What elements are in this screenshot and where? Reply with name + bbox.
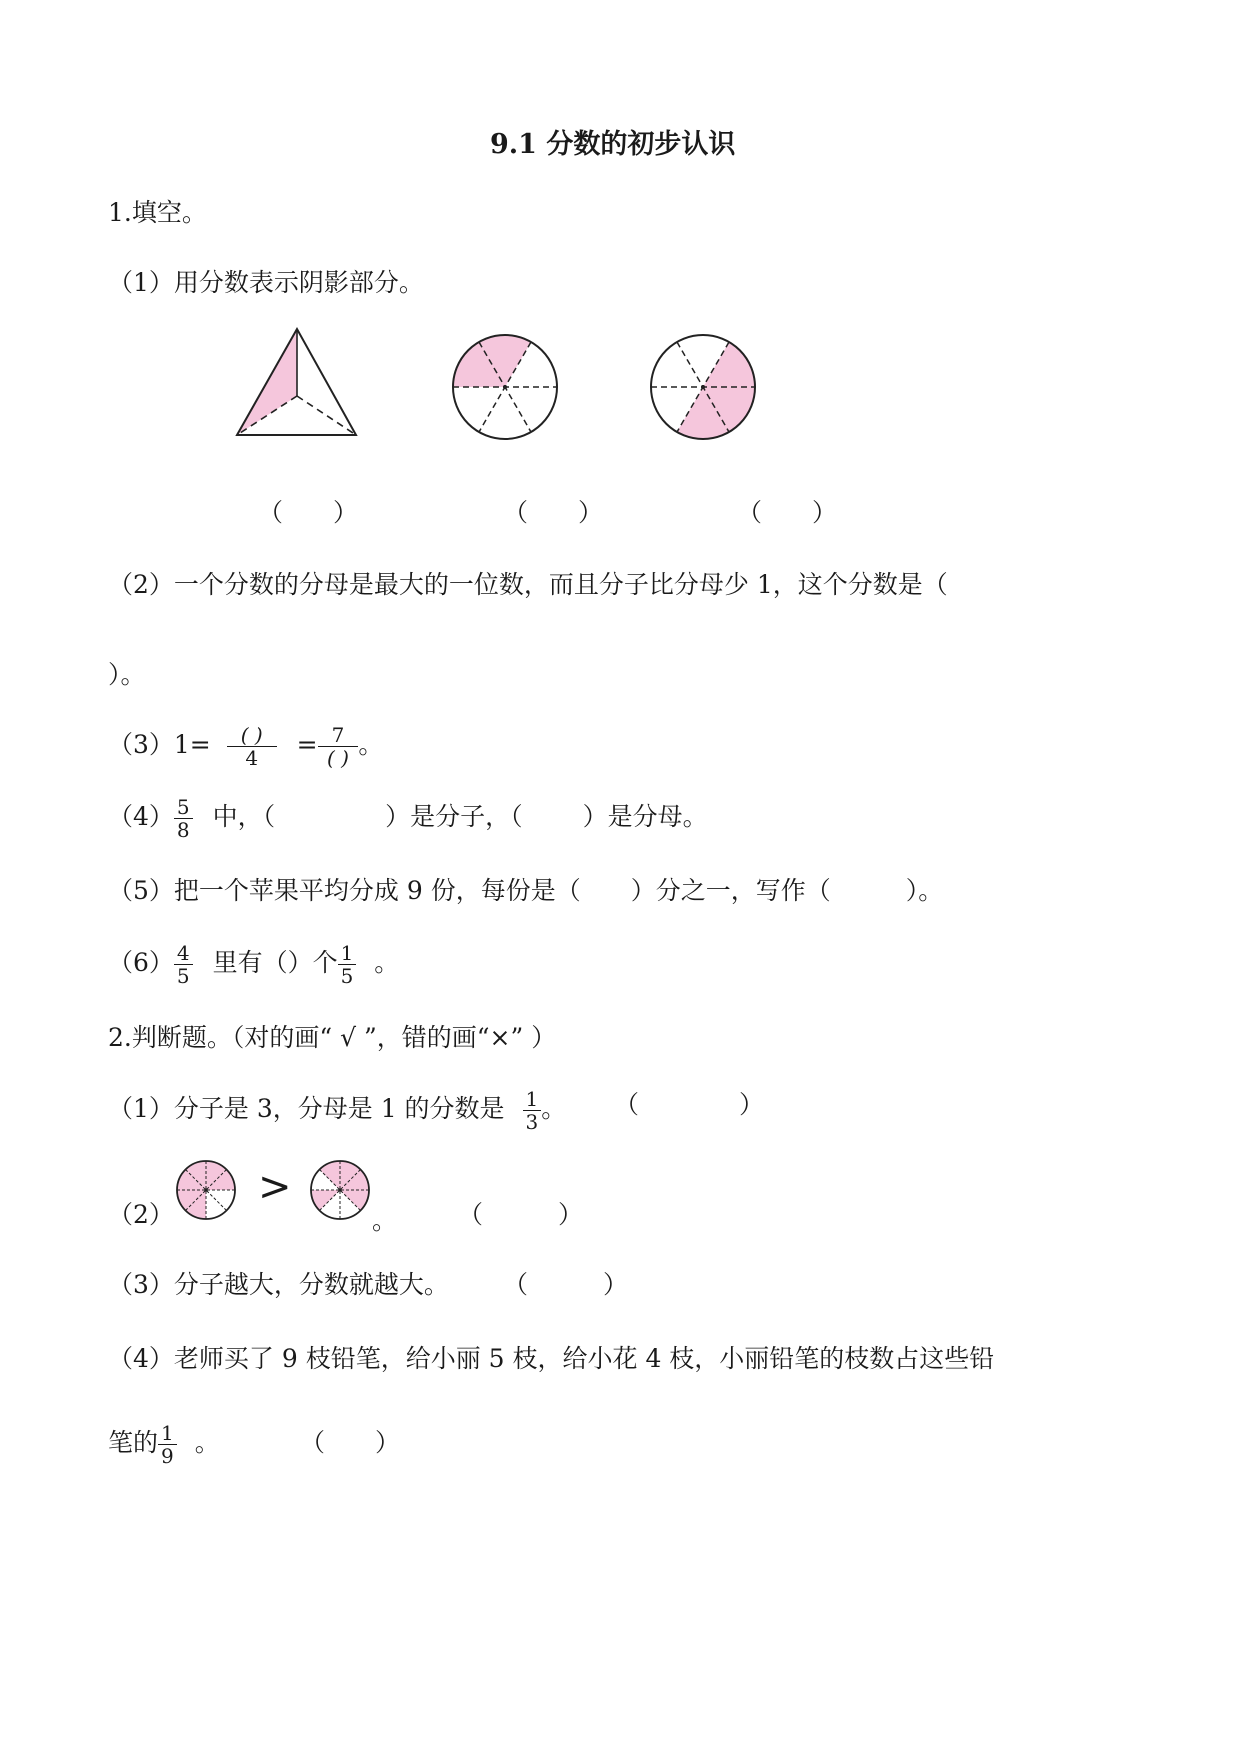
triangle-figure bbox=[234, 326, 364, 441]
q6 bbox=[108, 942, 399, 987]
q1-answer-1[interactable]: （ ） bbox=[258, 498, 359, 527]
s2-q1-suffix: 。 bbox=[541, 1094, 567, 1123]
s2-q2-answer[interactable]: （ ） bbox=[458, 1200, 584, 1229]
s2-q2-compare-sign: > bbox=[258, 1164, 292, 1210]
s2-q4-line2-prefix: 笔的 bbox=[108, 1428, 159, 1457]
q4-text3: ）是分母。 bbox=[582, 802, 708, 831]
q4-frac-num: 5 bbox=[174, 796, 193, 819]
q4-frac-den: 8 bbox=[176, 818, 190, 842]
s2-q3-text: （3）分子越大，分数就越大。 bbox=[108, 1270, 449, 1299]
circle-figure-2 bbox=[450, 332, 560, 442]
s2-q1-fraction bbox=[523, 1088, 542, 1133]
s2-q1 bbox=[108, 1088, 566, 1133]
q3-fraction-1[interactable] bbox=[227, 724, 277, 769]
s2-q1-answer[interactable]: （ ） bbox=[614, 1090, 765, 1119]
q2-line2: ）。 bbox=[108, 660, 146, 689]
q1-label: （1）用分数表示阴影部分。 bbox=[108, 268, 424, 297]
q4 bbox=[108, 796, 708, 841]
q3-suffix: 。 bbox=[358, 730, 384, 759]
q4-fraction bbox=[174, 796, 193, 841]
page-title: 9.1 分数的初步认识 bbox=[490, 129, 736, 160]
s2-q4-line1: （4）老师买了 9 枝铅笔，给小丽 5 枝，给小花 4 枝，小丽铅笔的枝数占这些铅 bbox=[108, 1344, 995, 1373]
s2-q2-prefix: （2） bbox=[108, 1200, 174, 1229]
q6-frac1-den: 5 bbox=[176, 964, 190, 988]
q4-text1: 中，（ bbox=[212, 802, 276, 831]
q6-mid: 里有（）个 bbox=[212, 948, 338, 977]
q3-fraction-2[interactable] bbox=[318, 724, 359, 769]
s2-q4-answer[interactable]: （ ） bbox=[300, 1428, 401, 1457]
s2-q3-answer[interactable]: （ ） bbox=[503, 1270, 629, 1299]
s2-q4-frac-den: 9 bbox=[161, 1444, 174, 1468]
q6-fraction-2 bbox=[338, 942, 357, 987]
q1-answer-3[interactable]: （ ） bbox=[737, 498, 838, 527]
q6-frac2-num: 1 bbox=[338, 942, 357, 965]
s2-q4-frac-num: 1 bbox=[158, 1422, 177, 1445]
circle-figure-3 bbox=[648, 332, 758, 442]
q6-frac2-den: 5 bbox=[340, 964, 354, 988]
q2-line1: （2）一个分数的分母是最大的一位数，而且分子比分母少 1，这个分数是（ bbox=[108, 570, 948, 599]
q5: （5）把一个苹果平均分成 9 份，每份是（ ）分之一，写作（ ）。 bbox=[108, 876, 944, 905]
s2-q4-line2-suffix: 。 bbox=[194, 1428, 220, 1457]
s2-q1-text: （1）分子是 3，分母是 1 的分数是 bbox=[108, 1094, 505, 1123]
q6-frac1-num: 4 bbox=[174, 942, 193, 965]
q3 bbox=[108, 724, 383, 769]
s2-q1-frac-num: 1 bbox=[523, 1088, 542, 1111]
s2-q2-circle-right bbox=[308, 1158, 372, 1222]
s2-q2-suffix: 。 bbox=[372, 1206, 398, 1235]
circle3-shaded-part bbox=[677, 342, 755, 439]
q6-prefix: （6） bbox=[108, 948, 174, 977]
s2-q4-line2 bbox=[108, 1422, 220, 1467]
s2-q1-frac-den: 3 bbox=[525, 1110, 539, 1134]
s2-q2-circle-left bbox=[174, 1158, 238, 1222]
q6-suffix: 。 bbox=[374, 948, 400, 977]
q3-frac2-den: ( ) bbox=[326, 746, 349, 770]
q3-prefix: （3）1= bbox=[108, 730, 211, 759]
section2-heading: 2.判断题。（对的画“ √ ”，错的画“×” ） bbox=[108, 1023, 557, 1052]
q4-prefix: （4） bbox=[108, 802, 174, 831]
q4-text2: ）是分子，（ bbox=[385, 802, 523, 831]
s2-q4-fraction bbox=[158, 1422, 177, 1467]
q3-frac1-num: ( ) bbox=[227, 724, 277, 747]
q3-frac2-num: 7 bbox=[318, 724, 359, 747]
q6-fraction-1 bbox=[174, 942, 193, 987]
q3-frac1-den: 4 bbox=[245, 746, 259, 770]
q1-answer-2[interactable]: （ ） bbox=[503, 498, 604, 527]
q3-equals: = bbox=[296, 730, 318, 759]
section1-heading: 1.填空。 bbox=[108, 198, 207, 227]
